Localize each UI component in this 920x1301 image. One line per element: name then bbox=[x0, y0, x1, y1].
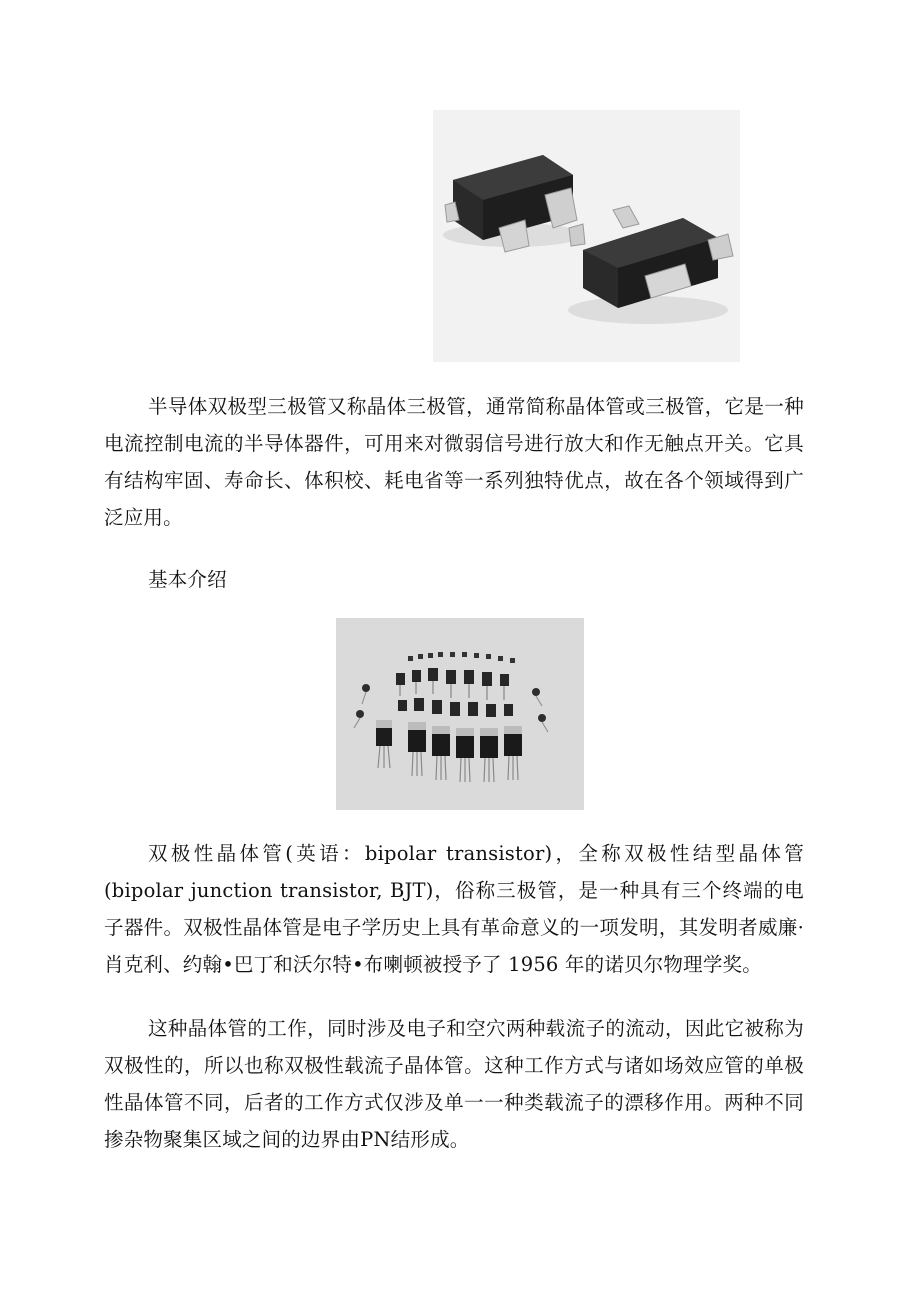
transistor-photo-assorted bbox=[336, 618, 584, 810]
section-heading-basic-intro: 基本介绍 bbox=[148, 568, 227, 591]
sot23-transistor-illustration bbox=[433, 110, 740, 362]
bjt-operation-paragraph: 这种晶体管的工作，同时涉及电子和空穴两种载流子的流动，因此它被称为双极性的，所以也称双极性载流子晶体管。这种工作方式与诸如场效应管的单极性晶体管不同，后者的工作方式仅涉及单一一种类载流子的漂移作用。两种不同掺杂物聚集区域之间的边界由PN结形成。 bbox=[104, 1017, 804, 1151]
bjt-definition-paragraph: 双极性晶体管(英语：bipolar transistor)，全称双极性结型晶体管(bipolar junction transistor, BJT)，俗称三极管，是一种具有三个终端的电子器件。双极性晶体管是电子学历史上具有革命意义的一项发明，其发明者威廉·肖克利、约翰•巴丁和沃尔特•布喇顿被授予了 1956 年的诺贝尔物理学奖。 bbox=[104, 842, 804, 976]
intro-paragraph: 半导体双极型三极管又称晶体三极管，通常简称晶体管或三极管，它是一种电流控制电流的半导体器件，可用来对微弱信号进行放大和作无触点开关。它具有结构牢固、寿命长、体积校、耗电省等一系列独特优点，故在各个领域得到广泛应用。 bbox=[104, 395, 804, 529]
transistor-photo-top bbox=[433, 110, 740, 362]
assorted-transistors-illustration bbox=[336, 618, 584, 810]
